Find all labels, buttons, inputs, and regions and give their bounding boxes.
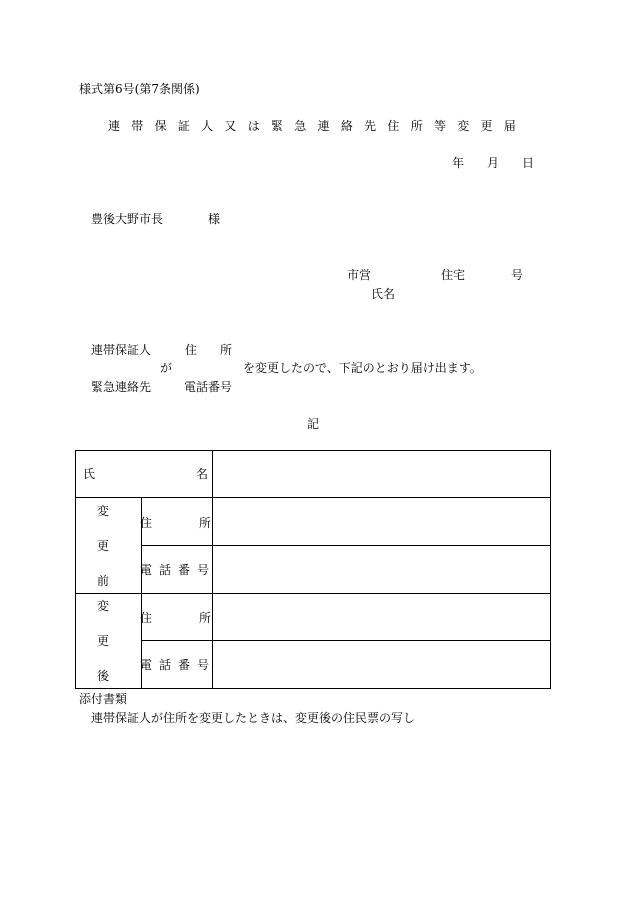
title-char: 証 (177, 119, 190, 133)
after-address-label-a: 住 (140, 611, 153, 625)
title-char: 変 (457, 119, 470, 133)
statement-body: を変更したので、下記のとおり届け出ます。 (243, 361, 482, 375)
before-char: 前 (97, 574, 110, 588)
ki-heading: 記 (307, 417, 320, 431)
title-char: 帯 (131, 119, 144, 133)
statement-role-emergency: 緊急連絡先 (91, 380, 152, 394)
title-char: 所 (410, 119, 423, 133)
row-divider (141, 545, 550, 546)
change-table (75, 450, 551, 689)
phone-char: 号 (196, 563, 209, 577)
applicant-number-suffix: 号 (511, 268, 524, 282)
statement-role-guarantor: 連帯保証人 (91, 343, 152, 357)
title-char: は (247, 119, 260, 133)
date-month: 月 (487, 156, 500, 170)
row-divider (141, 640, 550, 641)
title-char: 先 (364, 119, 377, 133)
title-char: 等 (433, 119, 446, 133)
attachments-note: 連帯保証人が住所を変更したときは、変更後の住民票の写し (91, 711, 416, 725)
after-char: 変 (97, 599, 110, 613)
phone-char: 電 (140, 658, 153, 672)
before-char: 変 (97, 504, 110, 518)
form-title (108, 119, 516, 133)
applicant-name-label: 氏名 (371, 287, 396, 301)
title-char: 緊 (270, 119, 283, 133)
statement-particle: が (160, 361, 173, 375)
phone-char: 番 (177, 563, 190, 577)
title-char: 届 (503, 119, 516, 133)
before-char: 更 (97, 539, 110, 553)
after-address-label-b: 所 (199, 611, 212, 625)
after-char: 後 (97, 669, 110, 683)
row-divider (76, 593, 550, 594)
column-divider (212, 451, 213, 688)
title-char: 絡 (340, 119, 353, 133)
statement-address-label-a: 住 (185, 343, 198, 357)
date-year: 年 (452, 156, 465, 170)
form-number: 様式第6号(第7条関係) (79, 82, 200, 96)
title-char: 急 (294, 119, 307, 133)
before-address-label-b: 所 (199, 516, 212, 530)
after-char: 更 (97, 634, 110, 648)
row-divider (76, 497, 550, 498)
statement-phone-label: 電話番号 (184, 380, 233, 394)
title-char: 更 (480, 119, 493, 133)
applicant-city: 市営 (347, 268, 372, 282)
before-phone-label (140, 563, 209, 577)
phone-char: 電 (140, 563, 153, 577)
before-address-label-a: 住 (140, 516, 153, 530)
title-char: 又 (224, 119, 237, 133)
title-char: 連 (108, 119, 121, 133)
addressee-honorific: 様 (208, 212, 221, 226)
date-day: 日 (522, 156, 535, 170)
attachments-heading: 添付書類 (79, 692, 128, 706)
phone-char: 話 (158, 563, 171, 577)
phone-char: 話 (158, 658, 171, 672)
title-char: 保 (154, 119, 167, 133)
title-char: 住 (387, 119, 400, 133)
phone-char: 号 (196, 658, 209, 672)
title-char: 人 (201, 119, 214, 133)
after-phone-label (140, 658, 209, 672)
statement-address-label-b: 所 (220, 343, 233, 357)
applicant-housing: 住宅 (441, 268, 466, 282)
phone-char: 番 (177, 658, 190, 672)
name-label-a: 氏 (83, 467, 96, 481)
name-label-b: 名 (196, 467, 209, 481)
title-char: 連 (317, 119, 330, 133)
addressee-name: 豊後大野市長 (91, 212, 164, 226)
